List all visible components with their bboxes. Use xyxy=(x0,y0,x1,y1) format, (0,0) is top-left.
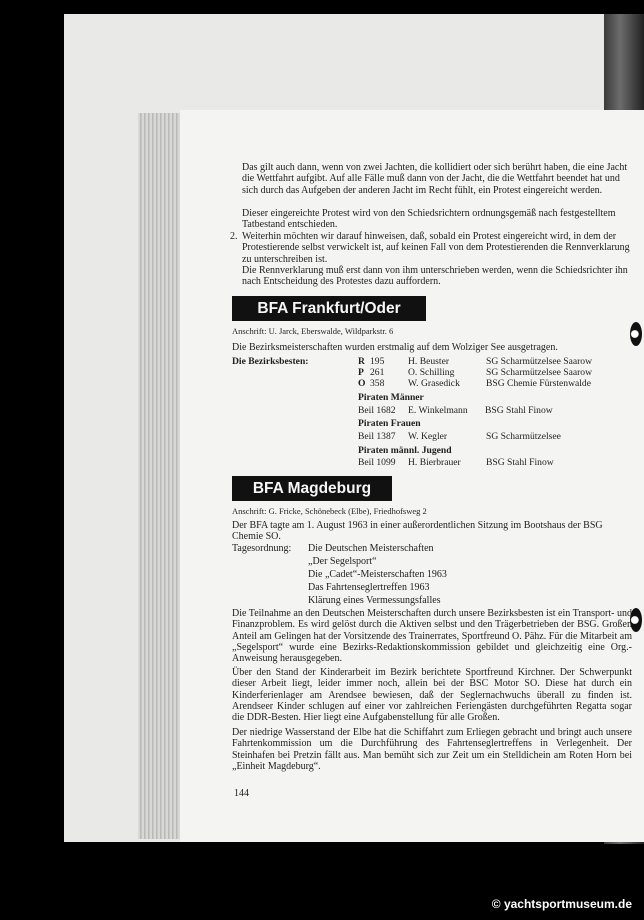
paragraph: Die Rennverklarung muß erst dann von ihm unterschrieben werden, wenn die Schiedsrichter ihn nach Entscheidung des Protestes dazu auffordern. xyxy=(242,265,628,288)
class-letter: R xyxy=(358,356,365,367)
paragraph: Über den Stand der Kinderarbeit im Bezirk berichtete Sportfreund Kirchner. Der Schwerpunkt dieser Arbeit liegt, leider immer noch, allein bei der BSC Motor SO. Diese hat durch ein Kinderferienlager am Arendsee bewiesen, daß der Seglernachwuchs überall zu finden ist. Arendseer Kinder schlugen auf einer vor zahlreichen Feriengästen durchgeführten Regatta sogar die DDR-Besten. Hier liegt eine Aufgabenstellung für alle Großen. xyxy=(232,667,632,724)
club-name: BSG Stahl Finow xyxy=(485,405,553,416)
section-heading: BFA Magdeburg xyxy=(232,476,392,501)
sailor-name: H. Bierbrauer xyxy=(408,457,461,468)
sailor-name: W. Kegler xyxy=(408,431,448,442)
agenda-item: „Der Segelsport“ xyxy=(308,556,377,567)
group-entry: Beil 1682 xyxy=(358,405,396,416)
list-number: 2. xyxy=(230,231,238,242)
paragraph: Die Teilnahme an den Deutschen Meisterschaften durch unsere Bezirksbesten ist ein Transport- und Finanzproblem. Es wird gelöst durch die Aktiven selbst und den Trägerbetrieben der BSG. Großen Anteil am Gelingen hat der Vorsitzende des Trainerrates, Sportfreund O. Pähz. Für die Mitarbeit am „Segelsport“ wurde eine Bezirks-Redaktionskommission gebildet und gleichzeitig eine Org.-Anweisung herausgegeben. xyxy=(232,608,632,665)
agenda-item: Klärung eines Vermessungsfalles xyxy=(308,595,441,606)
sail-number: 261 xyxy=(370,367,385,378)
agenda-item: Die Deutschen Meisterschaften xyxy=(308,543,434,554)
result-row xyxy=(358,367,384,378)
watermark: © yachtsportmuseum.de xyxy=(491,897,632,911)
paragraph: Dieser eingereichte Protest wird von den Schiedsrichtern ordnungsgemäß nach festgestelltem Tatbestand entschieden. xyxy=(242,208,616,231)
result-row xyxy=(358,356,384,367)
paragraph: Der BFA tagte am 1. August 1963 in einer außerordentlichen Sitzung im Bootshaus der BSG Chemie SO. xyxy=(232,520,603,543)
binder-ring xyxy=(630,322,642,346)
class-letter: P xyxy=(358,367,364,378)
agenda-item: Das Fahrtenseglertreffen 1963 xyxy=(308,582,430,593)
result-row xyxy=(358,378,384,389)
paragraph: Die Bezirksmeisterschaften wurden erstmalig auf dem Wolziger See ausgetragen. xyxy=(232,342,558,353)
sailor-name: H. Beuster xyxy=(408,356,450,367)
list-item-text: Weiterhin möchten wir darauf hinweisen, daß, sobald ein Protest eingereicht wird, in dem der Protestierende selbst verwickelt ist, auf keinen Fall von dem Protestierenden die Rennverklarung zu unterschreiben ist. xyxy=(242,231,630,265)
sailor-name: O. Schilling xyxy=(408,367,455,378)
best-label: Die Bezirksbesten: xyxy=(232,356,309,367)
paragraph: Der niedrige Wasserstand der Elbe hat die Schiffahrt zum Erliegen gebracht und bringt auch unsere Fahrtenkommission um die Durchführung des Fahrtenseglertreffens in Verlegenheit. Der Steinhafen bei Pretzin fällt aus. Man bemüht sich zur Zeit um ein Stelldichein am Roten Horn bei „Einheit Magdeburg“. xyxy=(232,727,632,772)
page-number: 144 xyxy=(234,788,249,799)
club-name: BSG Stahl Finow xyxy=(486,457,554,468)
club-name: SG Scharmützelsee Saarow xyxy=(486,356,593,367)
sailor-name: W. Grasedick xyxy=(408,378,460,389)
book-page xyxy=(180,110,644,842)
agenda-item: Die „Cadet“-Meisterschaften 1963 xyxy=(308,569,447,580)
paragraph: Das gilt auch dann, wenn von zwei Jachten, die kollidiert oder sich berührt haben, die eine Jacht die Wettfahrt aufgibt. Auf alle Fälle muß dann von der Jacht, die die Wettfahrt beendet hat und sich durch das Aufgeben der anderen Jacht im Recht fühlt, ein Protest eingereicht werden. xyxy=(242,162,628,196)
club-name: BSG Chemie Fürstenwalde xyxy=(486,378,591,389)
address-line: Anschrift: U. Jarck, Eberswalde, Wildparkstr. 6 xyxy=(232,326,394,336)
club-name: SG Scharmützelsee xyxy=(486,431,561,442)
section-heading: BFA Frankfurt/Oder xyxy=(232,296,426,321)
group-entry: Beil 1099 xyxy=(358,457,396,468)
club-name: SG Scharmützelsee Saarow xyxy=(486,367,593,378)
group-entry: Beil 1387 xyxy=(358,431,396,442)
class-letter: O xyxy=(358,378,366,389)
address-line: Anschrift: G. Fricke, Schönebeck (Elbe), Friedhofsweg 2 xyxy=(232,506,427,516)
agenda-label: Tagesordnung: xyxy=(232,543,292,554)
sail-number: 195 xyxy=(370,356,385,367)
group-title: Piraten männl. Jugend xyxy=(358,445,452,456)
group-title: Piraten Frauen xyxy=(358,418,421,429)
page-stack-edge xyxy=(138,113,182,839)
group-title: Piraten Männer xyxy=(358,392,424,403)
sail-number: 358 xyxy=(370,378,385,389)
sailor-name: E. Winkelmann xyxy=(408,405,468,416)
